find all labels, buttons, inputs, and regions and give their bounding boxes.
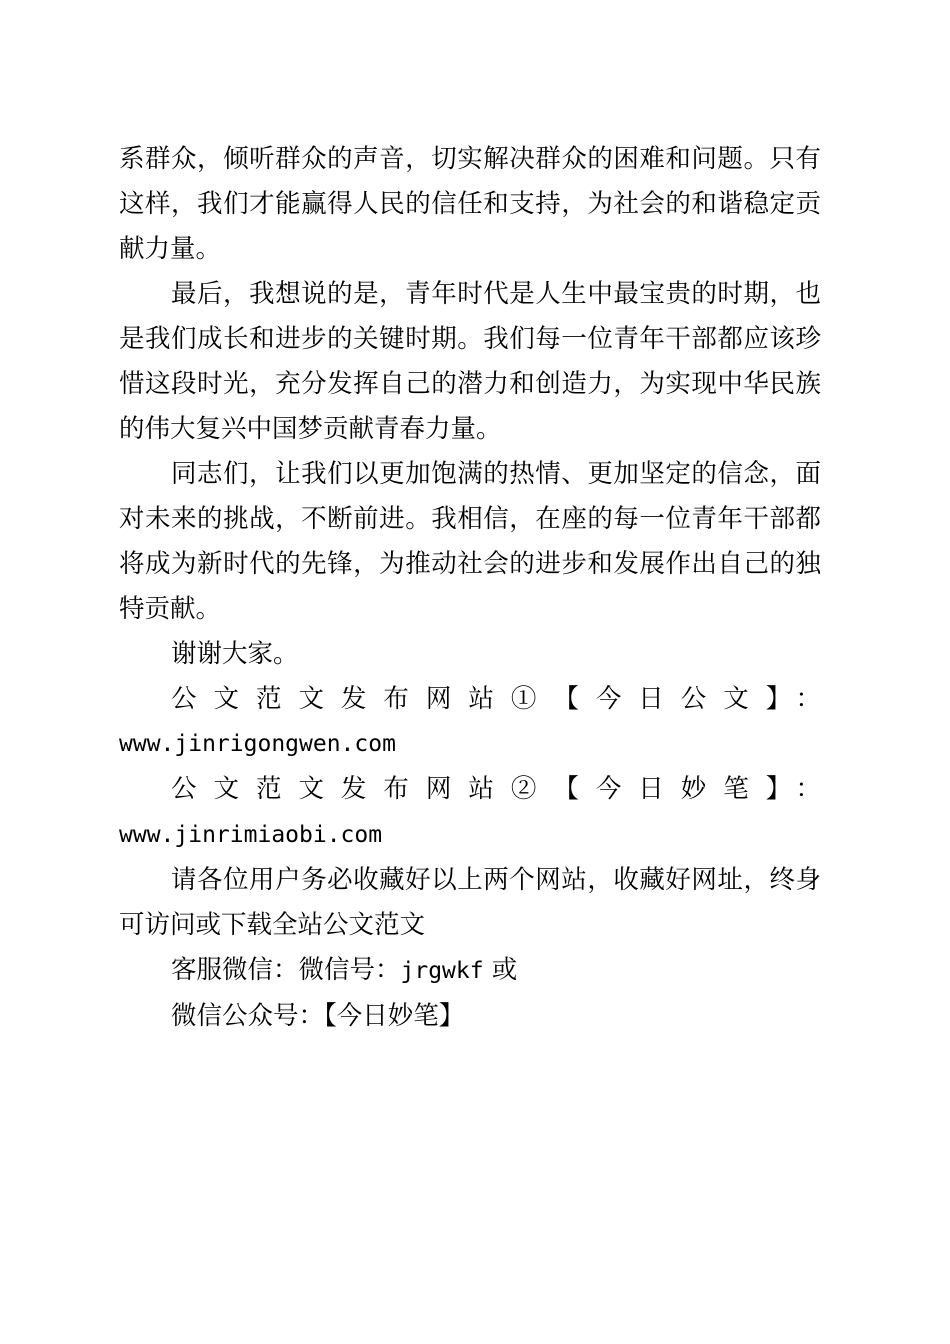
footer-wechat-or: 或 bbox=[483, 955, 518, 985]
footer-notice: 请各位用户务必收藏好以上两个网站，收藏好网址，终身可访问或下载全站公文范文 bbox=[119, 865, 821, 940]
document-page bbox=[119, 137, 821, 1039]
paragraph-continuation: 系群众，倾听群众的声音，切实解决群众的困难和问题。只有这样，我们才能赢得人民的信任和支持，为社会的和谐稳定贡献力量。 bbox=[119, 144, 821, 264]
footer-site2-url[interactable]: www.jinrimiaobi.com bbox=[119, 822, 383, 848]
paragraph-comrades: 同志们，让我们以更加饱满的热情、更加坚定的信念，面对未来的挑战，不断前进。我相信，在座的每一位青年干部都将成为新时代的先锋，为推动社会的进步和发展作出自己的独特贡献。 bbox=[119, 459, 821, 624]
footer-wechat-id: jrgwkf bbox=[400, 958, 484, 984]
footer-site2-label: 公文范文发布网站②【今日妙笔】： bbox=[171, 774, 821, 804]
paragraph-thanks: 谢谢大家。 bbox=[171, 639, 299, 669]
footer-official-account: 微信公众号：【今日妙笔】 bbox=[171, 1001, 465, 1031]
paragraph-closing-youth: 最后，我想说的是，青年时代是人生中最宝贵的时期，也是我们成长和进步的关键时期。我们每一位青年干部都应该珍惜这段时光，充分发挥自己的潜力和创造力，为实现中华民族的伟大复兴中国梦贡献青春力量。 bbox=[119, 279, 821, 444]
footer-wechat-label: 客服微信：微信号： bbox=[171, 955, 401, 985]
footer-site2-line bbox=[119, 767, 821, 858]
footer-site1-url[interactable]: www.jinrigongwen.com bbox=[119, 731, 396, 757]
footer-wechat-line bbox=[119, 948, 821, 994]
footer-site1-label: 公文范文发布网站①【今日公文】： bbox=[171, 684, 821, 714]
